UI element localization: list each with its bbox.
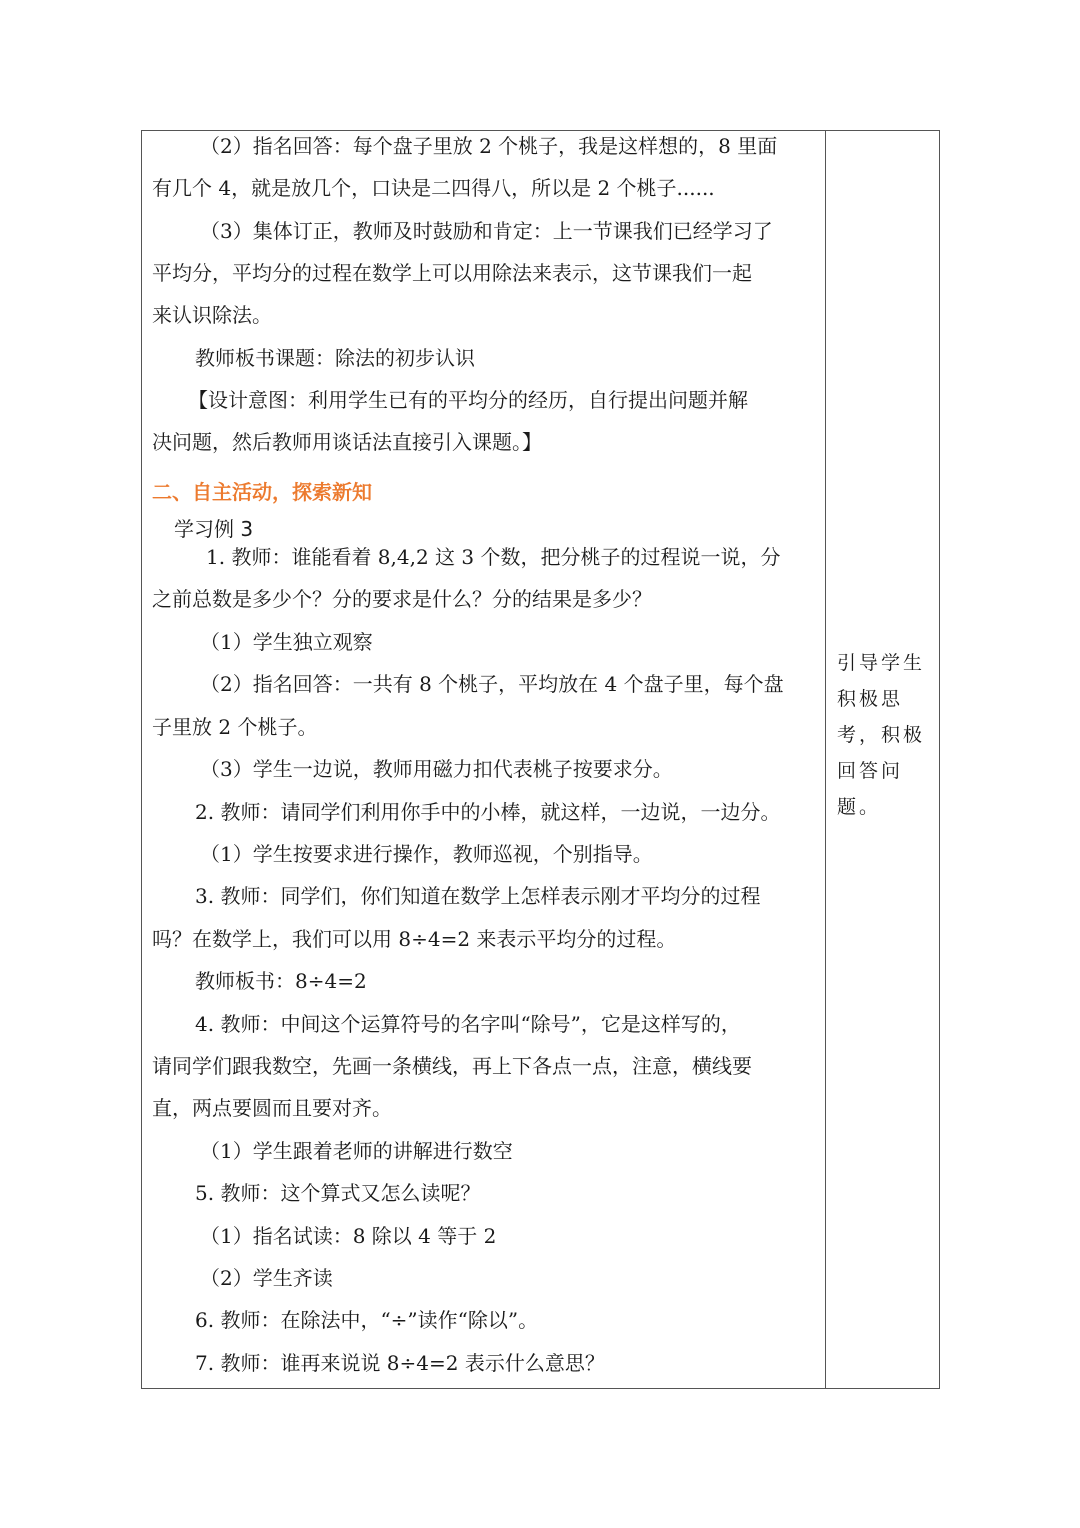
design-intent-line: 【设计意图：利用学生已有的平均分的经历，自行提出问题并解: [188, 388, 748, 412]
text-line: 吗？在数学上，我们可以用 8÷4=2 来表示平均分的过程。: [152, 927, 677, 951]
text-line: （1）学生按要求进行操作，教师巡视，个别指导。: [200, 842, 653, 866]
note-line: 积极思: [837, 688, 904, 710]
text-line: （2）指名回答：每个盘子里放 2 个桃子，我是这样想的，8 里面: [200, 134, 778, 158]
text-line: 6. 教师：在除法中，“÷”读作“除以”。: [195, 1308, 539, 1332]
text-line: （1）学生跟着老师的讲解进行数空: [200, 1139, 513, 1163]
text-line: （1）学生独立观察: [200, 630, 373, 654]
note-line: 考，积极: [837, 724, 926, 746]
text-line: 之前总数是多少个？分的要求是什么？分的结果是多少？: [152, 587, 652, 611]
text-line: 教师板书课题：除法的初步认识: [195, 346, 475, 370]
text-line: 直，两点要圆而且要对齐。: [152, 1096, 392, 1120]
section-heading: 二、自主活动，探索新知: [152, 480, 372, 504]
note-line: 回答问: [837, 760, 904, 782]
lesson-table: [141, 130, 940, 1389]
design-intent-line: 决问题，然后教师用谈话法直接引入课题。】: [152, 430, 542, 454]
text-line: 教师板书：8÷4=2: [195, 969, 367, 993]
text-line: （3）集体订正，教师及时鼓励和肯定：上一节课我们已经学习了: [200, 219, 773, 243]
text-line: 请同学们跟我数空，先画一条横线，再上下各点一点，注意，横线要: [152, 1054, 752, 1078]
text-line: 来认识除法。: [152, 303, 272, 327]
text-line: （3）学生一边说，教师用磁力扣代表桃子按要求分。: [200, 757, 673, 781]
text-line: 3. 教师：同学们，你们知道在数学上怎样表示刚才平均分的过程: [195, 884, 761, 908]
note-line: 引导学生: [837, 652, 926, 674]
text-line: （2）指名回答：一共有 8 个桃子，平均放在 4 个盘子里，每个盘: [200, 672, 784, 696]
note-line: 题。: [837, 796, 882, 818]
text-line: 2. 教师：请同学们利用你手中的小棒，就这样，一边说，一边分。: [195, 800, 781, 824]
text-line: 1. 教师：谁能看着 8,4,2 这 3 个数，把分桃子的过程说一说，分: [206, 545, 781, 569]
text-line: 有几个 4，就是放几个，口诀是二四得八，所以是 2 个桃子......: [152, 176, 715, 200]
text-line: （1）指名试读：8 除以 4 等于 2: [200, 1224, 497, 1248]
example-title: 学习例 3: [174, 517, 254, 541]
text-line: 平均分，平均分的过程在数学上可以用除法来表示，这节课我们一起: [152, 261, 752, 285]
text-line: 5. 教师：这个算式又怎么读呢？: [195, 1181, 481, 1205]
text-line: （2）学生齐读: [200, 1266, 333, 1290]
text-line: 7. 教师：谁再来说说 8÷4=2 表示什么意思？: [195, 1351, 605, 1375]
column-divider: [825, 131, 826, 1388]
teaching-note-cell: [827, 645, 939, 825]
text-line: 4. 教师：中间这个运算符号的名字叫“除号”，它是这样写的，: [195, 1012, 741, 1036]
text-line: 子里放 2 个桃子。: [152, 715, 318, 739]
